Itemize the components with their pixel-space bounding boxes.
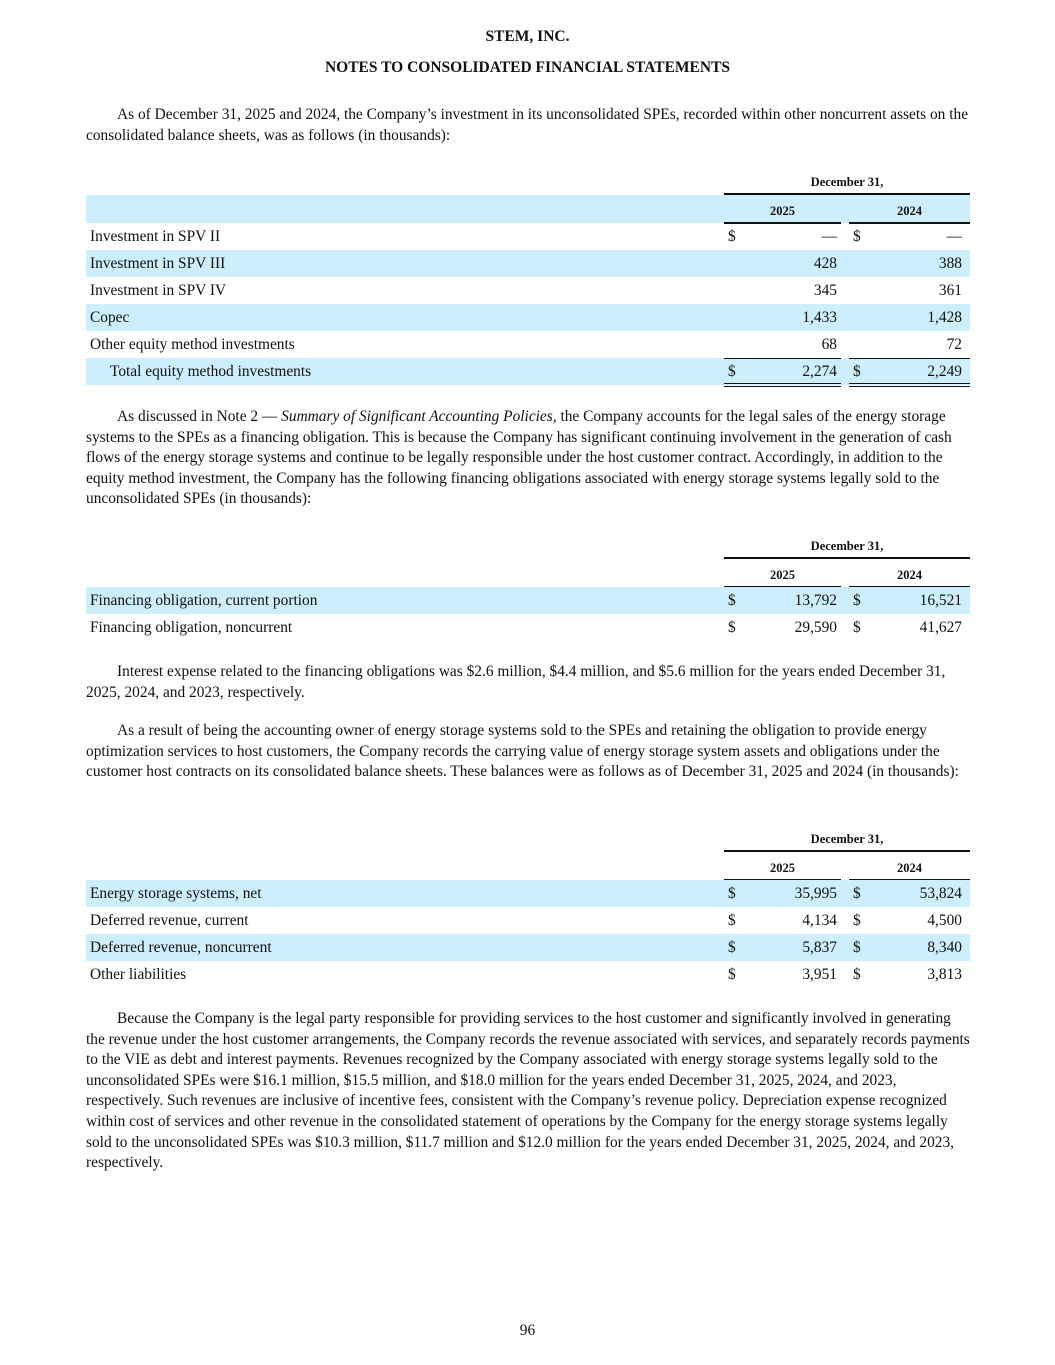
section-title: NOTES TO CONSOLIDATED FINANCIAL STATEMENTS bbox=[324, 59, 731, 76]
year-header-2024: 2024 bbox=[849, 568, 970, 588]
table-row bbox=[86, 880, 970, 907]
value-2025: 68 bbox=[821, 336, 837, 353]
row-label: Investment in SPV II bbox=[90, 228, 221, 245]
paragraph-interest-expense: Interest expense related to the financing obligations was $2.6 million, $4.4 million, and $5.6 million for the years ended December 31, 2025, 2024, and 2023, respectively. bbox=[86, 663, 946, 701]
text-segment: , the Company accounts for the legal sales of the energy storage systems to the SPEs as a financing obligation. This is because the Company has significant continuing involvement in the generation of cash flows of the energy storage systems and continue to be legally responsible under the host customer contract. Accordingly, in addition to the equity method investment, the Company has the following financing obligations associated with energy storage systems legally sold to the unconsolidated SPEs (in thousands): bbox=[86, 408, 952, 508]
table-row bbox=[86, 614, 970, 641]
value-2024: 3,813 bbox=[927, 966, 962, 983]
currency-symbol: $ bbox=[853, 592, 861, 609]
financing-obligations-table bbox=[86, 537, 970, 641]
currency-symbol: $ bbox=[853, 885, 861, 902]
value-2024: — bbox=[946, 228, 962, 245]
table-row bbox=[86, 907, 970, 934]
value-2025: — bbox=[821, 228, 837, 245]
total-row bbox=[86, 358, 970, 385]
paragraph-investment-intro: As of December 31, 2025 and 2024, the Company’s investment in its unconsolidated SPEs, recorded within other noncurrent assets on the consolidated balance sheets, was as follows (in thousands): bbox=[86, 106, 969, 144]
currency-symbol: $ bbox=[728, 939, 736, 956]
row-label: Other equity method investments bbox=[90, 336, 295, 353]
total-2025: 2,274 bbox=[802, 363, 837, 380]
note-reference-italic: Summary of Significant Accounting Policies bbox=[281, 408, 553, 425]
year-header-2025: 2025 bbox=[724, 568, 841, 588]
table-row bbox=[86, 277, 970, 304]
period-header: December 31, bbox=[724, 832, 970, 852]
row-label: Energy storage systems, net bbox=[90, 885, 262, 902]
value-2024: 16,521 bbox=[919, 592, 962, 609]
company-name: STEM, INC. bbox=[485, 28, 570, 45]
value-2025: 1,433 bbox=[802, 309, 837, 326]
currency-symbol: $ bbox=[728, 885, 736, 902]
value-2025: 13,792 bbox=[794, 592, 837, 609]
value-2024: 1,428 bbox=[927, 309, 962, 326]
row-label: Financing obligation, noncurrent bbox=[90, 619, 293, 636]
value-2025: 5,837 bbox=[802, 939, 837, 956]
table-row bbox=[86, 223, 970, 250]
value-2025: 428 bbox=[813, 255, 837, 272]
row-label: Deferred revenue, noncurrent bbox=[90, 939, 272, 956]
total-2024: 2,249 bbox=[927, 363, 962, 380]
total-double-underline bbox=[849, 383, 970, 387]
table-row bbox=[86, 331, 970, 358]
currency-symbol: $ bbox=[853, 228, 861, 245]
value-2025: 3,951 bbox=[802, 966, 837, 983]
value-2024: 388 bbox=[938, 255, 962, 272]
total-label: Total equity method investments bbox=[110, 363, 312, 380]
equity-investments-table bbox=[86, 173, 970, 385]
value-2024: 4,500 bbox=[927, 912, 962, 929]
row-label: Financing obligation, current portion bbox=[90, 592, 318, 609]
period-header: December 31, bbox=[724, 175, 970, 195]
table-row bbox=[86, 587, 970, 614]
text-segment: As discussed in Note 2 — bbox=[117, 408, 282, 425]
row-label: Investment in SPV IV bbox=[90, 282, 227, 299]
table-row bbox=[86, 304, 970, 331]
currency-symbol: $ bbox=[728, 619, 736, 636]
page-number: 96 bbox=[519, 1322, 536, 1339]
currency-symbol: $ bbox=[853, 363, 861, 380]
year-header-2025: 2025 bbox=[724, 861, 841, 881]
balance-sheet-balances-table bbox=[86, 830, 970, 988]
table-row bbox=[86, 250, 970, 277]
paragraph-carrying-value: As a result of being the accounting owner of energy storage systems sold to the SPEs and retaining the obligation to provide energy optimization services to host customers, the Company records the carrying value of energy storage system assets and obligations under the customer host contracts on its consolidated balance sheets. These balances were as follows as of December 31, 2025 and 2024 (in thousands): bbox=[86, 722, 959, 781]
table-row bbox=[86, 961, 970, 988]
value-2025: 29,590 bbox=[794, 619, 837, 636]
currency-symbol: $ bbox=[728, 592, 736, 609]
row-label: Other liabilities bbox=[90, 966, 187, 983]
currency-symbol: $ bbox=[853, 912, 861, 929]
value-2025: 345 bbox=[813, 282, 837, 299]
value-2024: 72 bbox=[946, 336, 962, 353]
row-label: Copec bbox=[90, 309, 130, 326]
value-2024: 8,340 bbox=[927, 939, 962, 956]
year-header-2024: 2024 bbox=[849, 204, 970, 224]
currency-symbol: $ bbox=[728, 363, 736, 380]
paragraph-revenue-recognition: Because the Company is the legal party responsible for providing services to the host customer and significantly involved in generating the revenue under the host customer arrangements, the Company records the revenue associated with services, and separately records payments to the VIE as debt and interest payments. Revenues recognized by the Company associated with energy storage systems legally sold to the unconsolidated SPEs were $16.1 million, $15.5 million, and $18.0 million for the years ended December 31, 2025, 2024, and 2023, respectively. Such revenues are inclusive of incentive fees, consistent with the Company’s revenue policy. Depreciation expense recognized within cost of services and other revenue in the consolidated statement of operations by the Company for the energy storage systems legally sold to the unconsolidated SPEs was $10.3 million, $11.7 million and $12.0 million for the years ended December 31, 2025, 2024, and 2023, respectively. bbox=[86, 1010, 970, 1172]
year-header-2024: 2024 bbox=[849, 861, 970, 881]
currency-symbol: $ bbox=[728, 228, 736, 245]
value-2024: 41,627 bbox=[919, 619, 962, 636]
year-header-2025: 2025 bbox=[724, 204, 841, 224]
total-double-underline bbox=[724, 383, 841, 387]
value-2025: 35,995 bbox=[794, 885, 837, 902]
paragraph-financing-obligation bbox=[86, 407, 972, 510]
currency-symbol: $ bbox=[728, 912, 736, 929]
row-label: Deferred revenue, current bbox=[90, 912, 249, 929]
value-2025: 4,134 bbox=[802, 912, 837, 929]
value-2024: 53,824 bbox=[919, 885, 962, 902]
currency-symbol: $ bbox=[728, 966, 736, 983]
row-label: Investment in SPV III bbox=[90, 255, 226, 272]
currency-symbol: $ bbox=[853, 939, 861, 956]
currency-symbol: $ bbox=[853, 966, 861, 983]
currency-symbol: $ bbox=[853, 619, 861, 636]
value-2024: 361 bbox=[938, 282, 962, 299]
table-row bbox=[86, 934, 970, 961]
period-header: December 31, bbox=[724, 539, 970, 559]
